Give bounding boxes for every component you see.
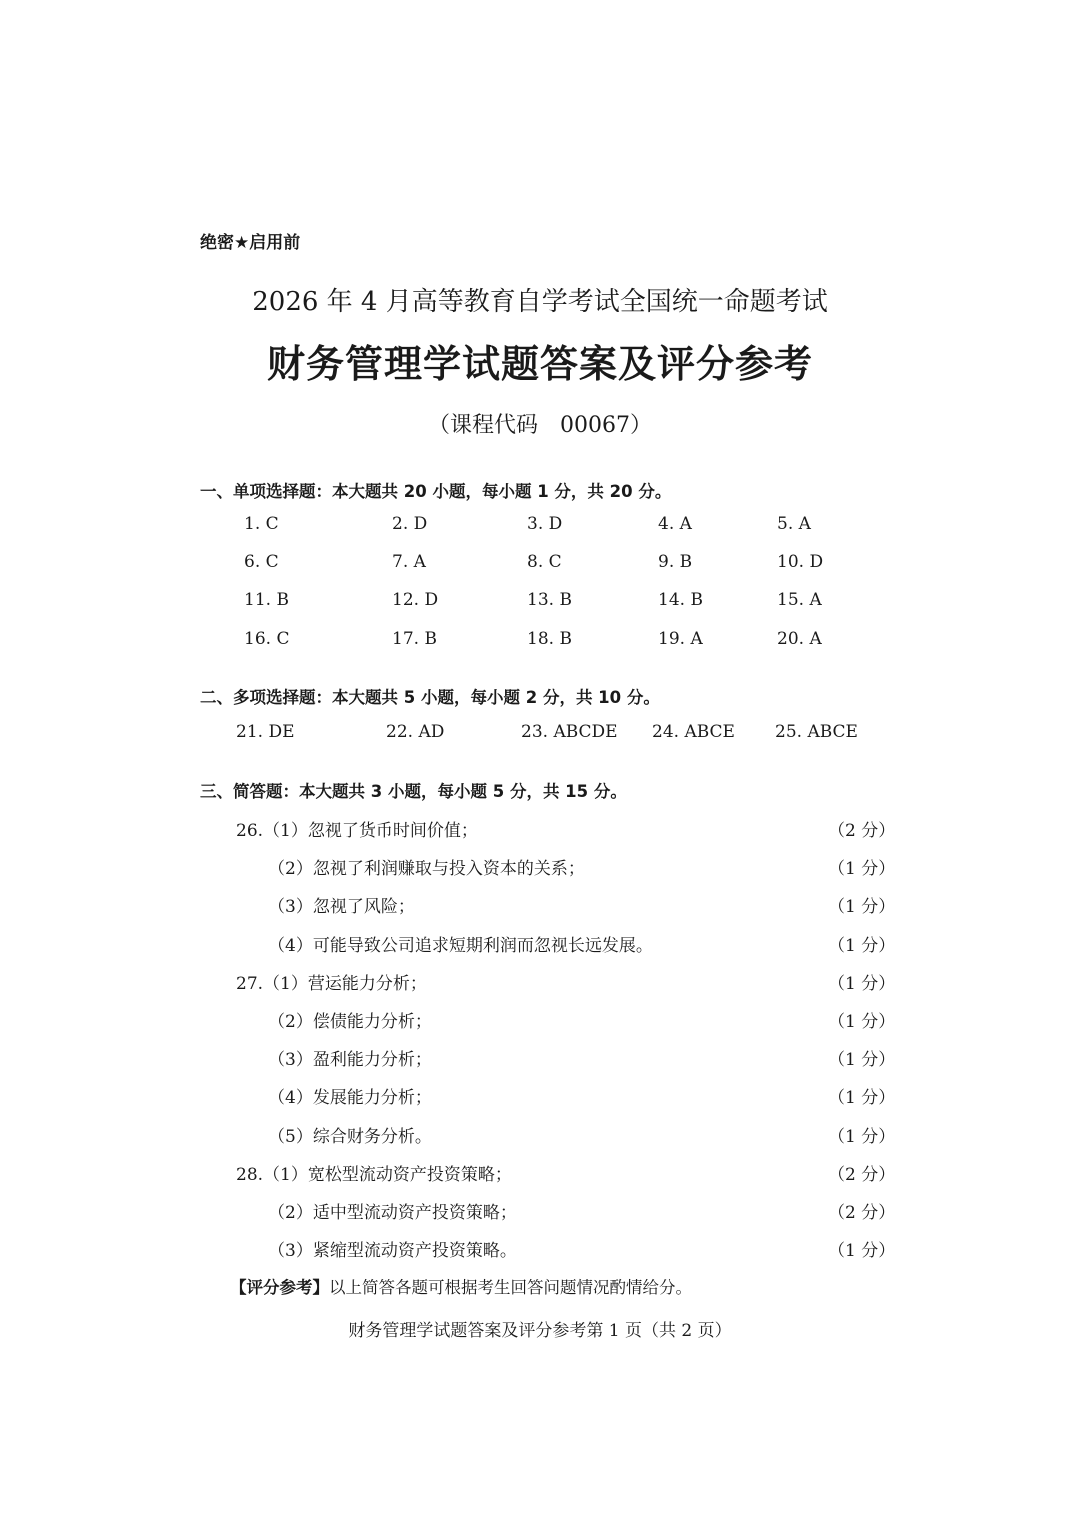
answer-item: 22. AD — [386, 722, 445, 742]
answer-item: 6. C — [244, 552, 279, 572]
answer-point: （2）偿债能力分析； — [268, 1012, 432, 1032]
course-code: （课程代码 00067） — [428, 413, 652, 438]
answer-item: 4. A — [658, 514, 692, 534]
answer-item: 24. ABCE — [652, 722, 735, 742]
answer-item: 12. D — [392, 590, 439, 610]
answer-point: （2）忽视了利润赚取与投入资本的关系； — [268, 859, 585, 879]
answer-point: （4）可能导致公司追求短期利润而忽视长远发展。 — [268, 936, 653, 956]
answer-item: 19. A — [658, 629, 703, 649]
points-value: （1 分） — [828, 1241, 896, 1261]
exam-title: 2026 年 4 月高等教育自学考试全国统一命题考试 — [252, 287, 828, 317]
document-title: 财务管理学试题答案及评分参考 — [266, 342, 813, 386]
answer-item: 14. B — [658, 590, 703, 610]
answer-item: 16. C — [244, 629, 290, 649]
section2-heading: 二、多项选择题：本大题共 5 小题，每小题 2 分，共 10 分。 — [200, 688, 660, 707]
scoring-note-text: 以上简答各题可根据考生回答问题情况酌情给分。 — [329, 1278, 692, 1297]
answer-point: 27.（1）营运能力分析； — [236, 974, 427, 994]
confidential-label: 绝密★启用前 — [200, 233, 301, 253]
points-value: （2 分） — [828, 1203, 896, 1223]
points-value: （1 分） — [828, 897, 896, 917]
answer-point: （3）盈利能力分析； — [268, 1050, 432, 1070]
section1-heading: 一、单项选择题：本大题共 20 小题，每小题 1 分，共 20 分。 — [200, 482, 672, 501]
answer-point: （3）紧缩型流动资产投资策略。 — [268, 1241, 517, 1261]
answer-point: （5）综合财务分析。 — [268, 1127, 432, 1147]
answer-item: 15. A — [777, 590, 822, 610]
points-value: （2 分） — [828, 1165, 896, 1185]
answer-item: 3. D — [527, 514, 563, 534]
answer-item: 1. C — [244, 514, 279, 534]
answer-item: 2. D — [392, 514, 428, 534]
answer-item: 5. A — [777, 514, 811, 534]
answer-item: 20. A — [777, 629, 822, 649]
answer-item: 11. B — [244, 590, 289, 610]
section3-heading: 三、简答题：本大题共 3 小题，每小题 5 分，共 15 分。 — [200, 782, 627, 801]
points-value: （2 分） — [828, 821, 896, 841]
page-footer: 财务管理学试题答案及评分参考第 1 页（共 2 页） — [348, 1321, 732, 1341]
answer-item: 8. C — [527, 552, 562, 572]
answer-item: 23. ABCDE — [521, 722, 618, 742]
answer-point: （3）忽视了风险； — [268, 897, 415, 917]
answer-point: （2）适中型流动资产投资策略； — [268, 1203, 517, 1223]
answer-item: 17. B — [392, 629, 437, 649]
points-value: （1 分） — [828, 1012, 896, 1032]
points-value: （1 分） — [828, 1088, 896, 1108]
answer-point: 26.（1）忽视了货币时间价值； — [236, 821, 478, 841]
answer-point: 28.（1）宽松型流动资产投资策略； — [236, 1165, 512, 1185]
scoring-note-label: 【评分参考】 — [230, 1278, 329, 1297]
answer-point: （4）发展能力分析； — [268, 1088, 432, 1108]
points-value: （1 分） — [828, 936, 896, 956]
answer-item: 10. D — [777, 552, 824, 572]
scoring-note — [230, 1274, 692, 1298]
answer-item: 7. A — [392, 552, 426, 572]
points-value: （1 分） — [828, 859, 896, 879]
answer-item: 13. B — [527, 590, 572, 610]
answer-item: 21. DE — [236, 722, 295, 742]
points-value: （1 分） — [828, 1050, 896, 1070]
points-value: （1 分） — [828, 974, 896, 994]
answer-item: 25. ABCE — [775, 722, 858, 742]
answer-item: 18. B — [527, 629, 572, 649]
points-value: （1 分） — [828, 1127, 896, 1147]
answer-item: 9. B — [658, 552, 693, 572]
